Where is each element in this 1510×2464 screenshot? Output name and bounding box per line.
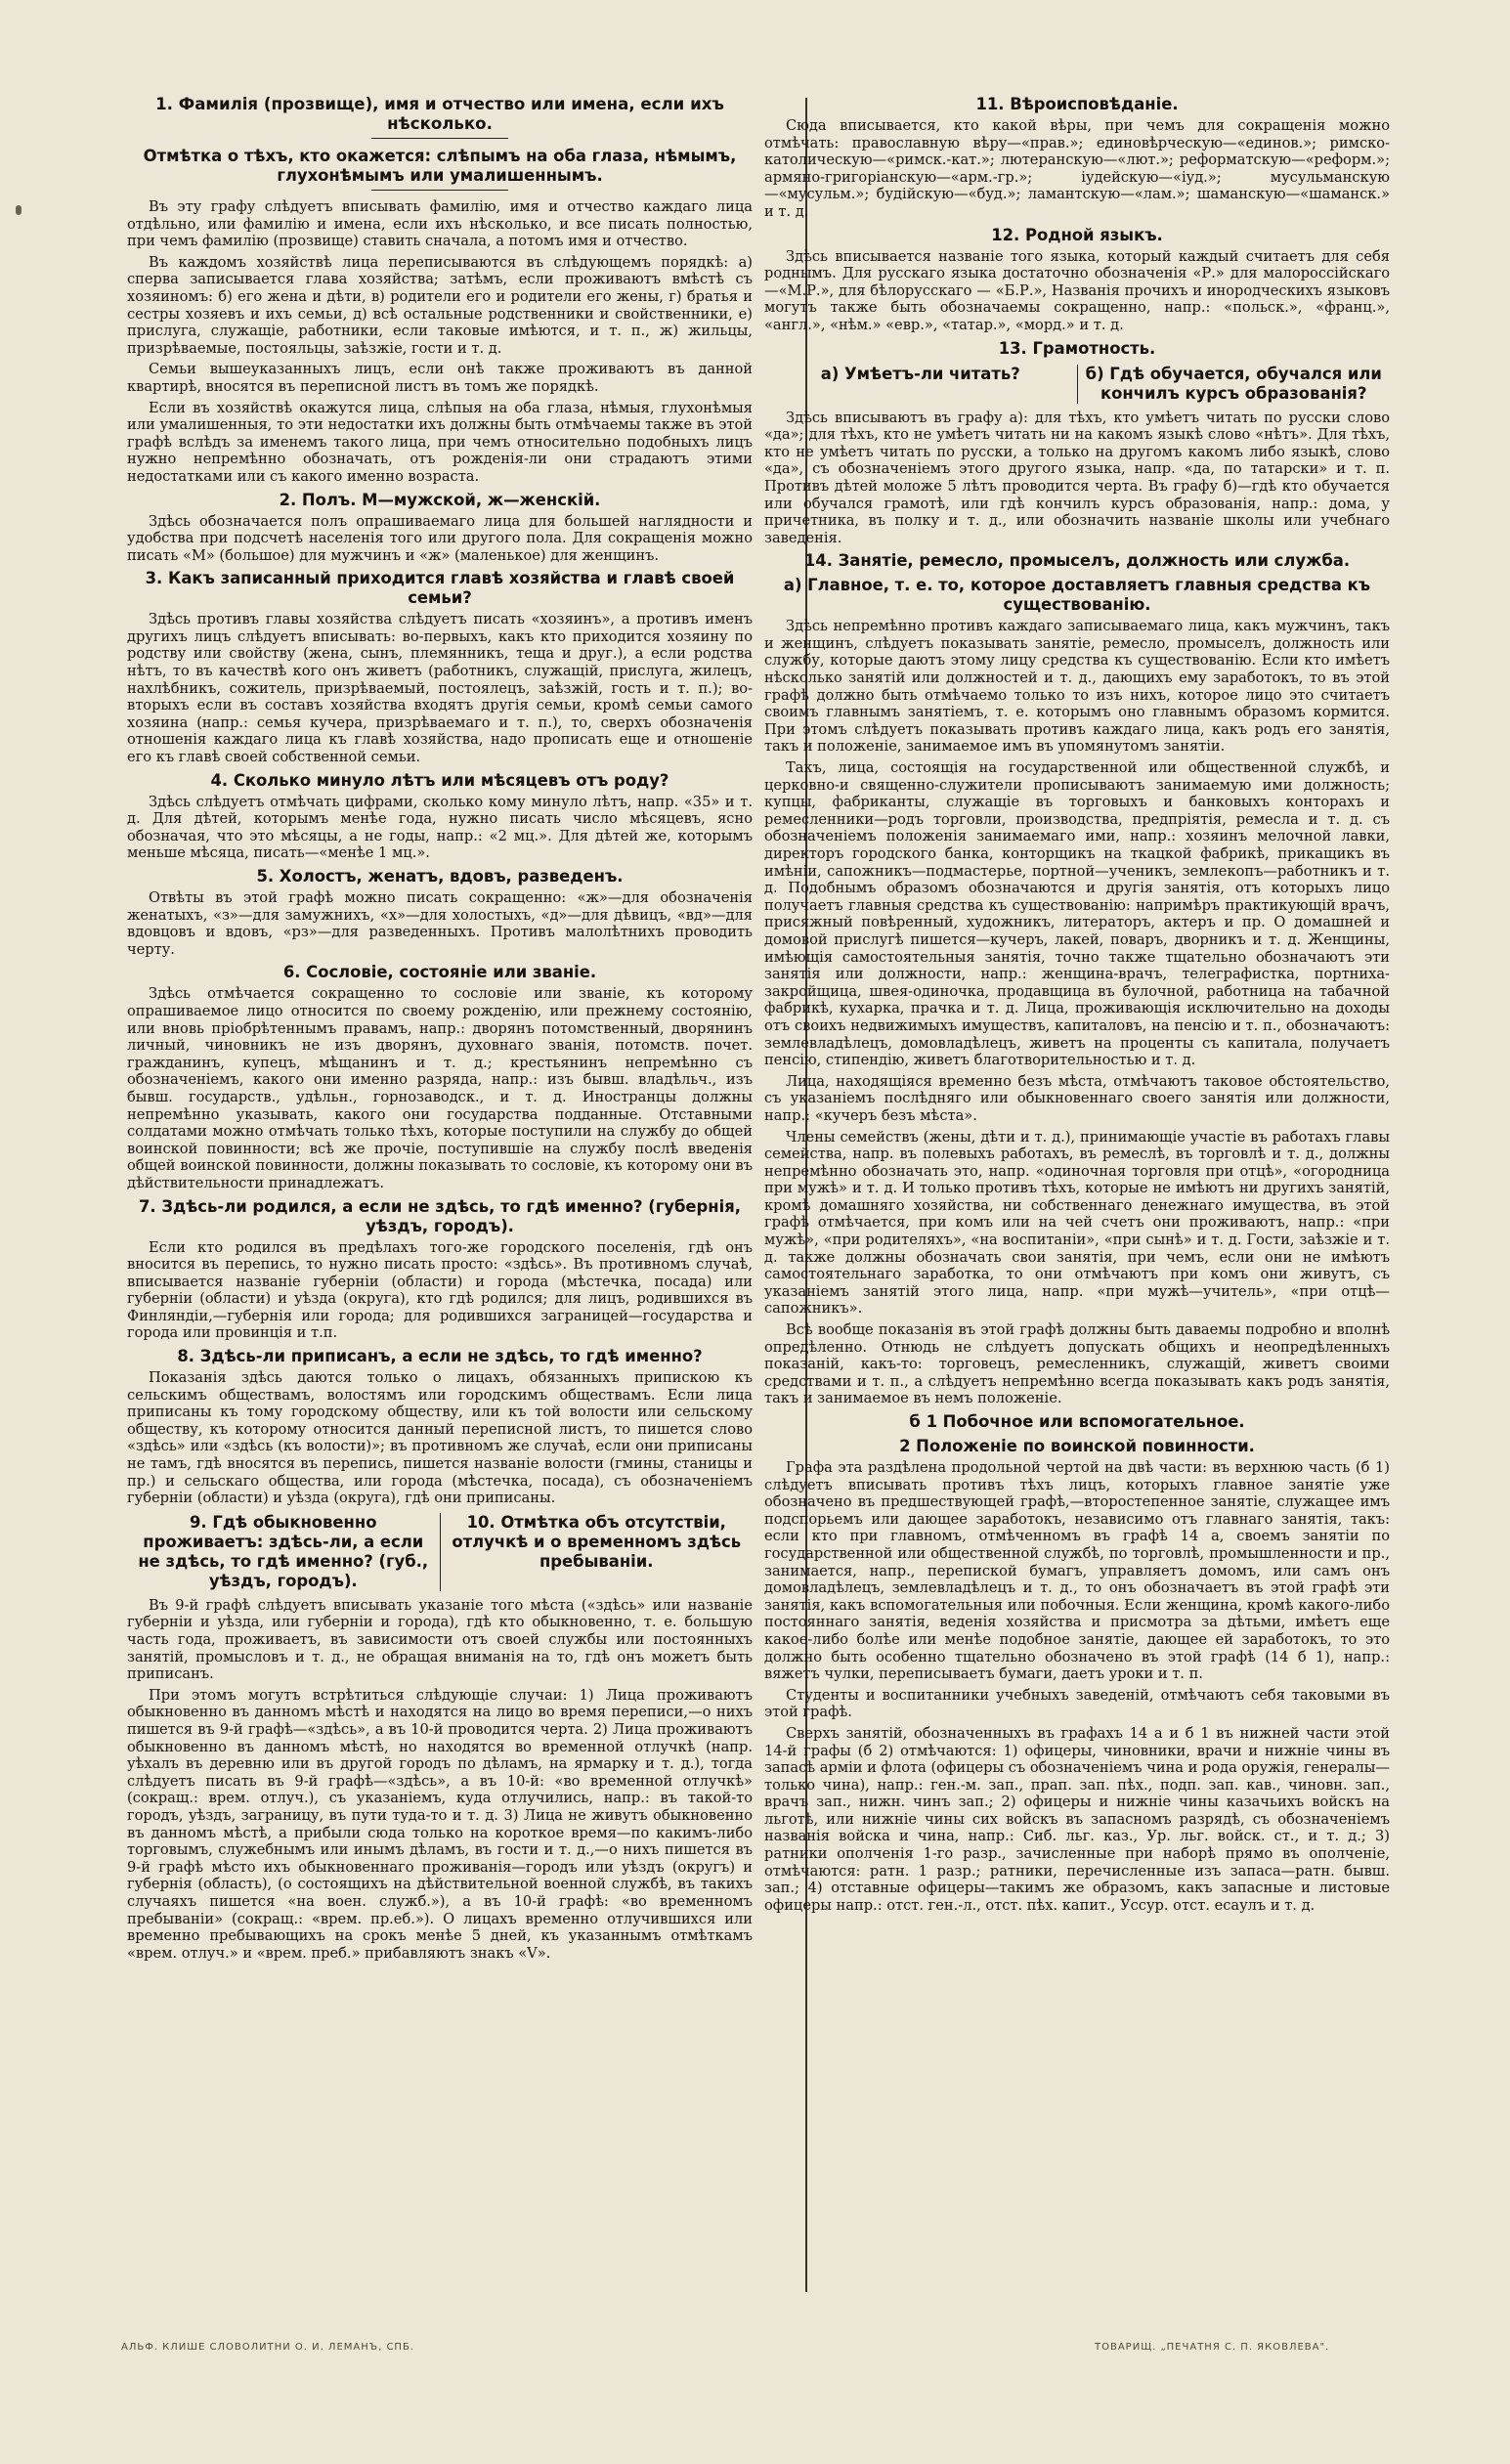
margin-mark xyxy=(16,205,22,215)
paragraph: Графа эта раздѣлена продольной чертой на двѣ части: въ верхнюю часть (б 1) слѣдуетъ вписывать противъ тѣхъ лицъ, которыхъ главное занятіе уже обозначено въ предшествующей графѣ,—второстепенное занятіе, служащее имъ подспорьемъ или дающее заработокъ, независимо отъ главнаго занятія, такъ: если кто при главномъ, отмѣченномъ въ графѣ 14 а, своемъ занятіи по государственной или общественной службѣ, по торговлѣ, промышленности и пр., занимается, напр., перепиской бумагъ, управляетъ домомъ, или самъ онъ домовладѣлецъ, землевладѣлецъ и т. д., то онъ обозначаетъ въ этой графѣ эти занятія, какъ вспомогательныя или побочныя. Если женщина, кромѣ какого-либо постояннаго занятія, веденія хозяйства и присмотра за дѣтьми, имѣетъ еще какое-либо болѣе или менѣе подобное занятіе, дающее ей заработокъ, то это должно быть особенно тщательно обозначено въ этой графѣ (14 б 1), напр.: вяжетъ чулки, переписываетъ бумаги, даетъ уроки и т. п. xyxy=(764,1459,1390,1683)
heading-rule xyxy=(371,138,508,139)
paragraph: Такъ, лица, состоящія на государственной или общественной службѣ, и церковно-и священно-служители прописываютъ занимаемую ими должность; купцы, фабриканты, служащіе въ торговыхъ и банковыхъ конторахъ и ремесленники—родъ торговли, производства, предпріятія, ремесла и т. д. съ обозначеніемъ положенія занимаемаго ими, напр.: хозяинъ мелочной лавки, директоръ городского банка, конторщикъ на ткацкой фабрикѣ, прикащикъ въ имѣніи, сапожникъ—подмастерье, портной—ученикъ, землекопъ—работникъ и т. д. Подобнымъ образомъ обозначаются и другія занятія, отъ которыхъ лицо получаетъ главныя средства къ существованію: напримѣръ практикующій врачъ, присяжный повѣренный, художникъ, литераторъ, актеръ и пр. О домашней и домовой прислугѣ пишется—кучеръ, лакей, поваръ, дворникъ и т. д. Женщины, имѣющія самостоятельныя занятія, точно также тщательно обозначаютъ эти занятія или должности, напр.: женщина-врачъ, телеграфистка, портниха-закройщица, швея-одиночка, продавщица въ булочной, работница на табачной фабрикѣ, кухарка, прачка и т. д. Лица, проживающія исключительно на доходы отъ своихъ недвижимыхъ имуществъ, капиталовъ, на пенсію и т. п., обозначаютъ: землевладѣлецъ, домовладѣлецъ, живетъ на проценты съ капитала, получаетъ пенсію, стипендію, живетъ благотворительностью и т. д. xyxy=(764,759,1390,1069)
paragraph: Показанія здѣсь даются только о лицахъ, обязанныхъ припискою къ сельскимъ обществамъ, волостямъ или городскимъ обществамъ. Если лица приписаны къ тому городскому обществу, или къ той волости или сельскому обществу, къ которому относится данный переписной листъ, то пишется слово «здѣсь» или «здѣсь (къ волости)»; въ противномъ же случаѣ, если они приписаны не тамъ, гдѣ вносятся въ перепись, пишется названіе волости (гмины, станицы и пр.) и сельскаго общества, или города (мѣстечка, посада), съ обозначеніемъ губерніи (области) и уѣзда (округа), гдѣ они приписаны. xyxy=(127,1369,753,1507)
paragraph: Здѣсь вписывается названіе того языка, который каждый считаетъ для себя роднымъ. Для русскаго языка достаточно обозначенія «Р.» для малороссійскаго—«М.Р.», для бѣлорусскаго — «Б.Р.», Названія прочихъ и инородческихъ языковъ могутъ также быть обозначаемы сокращенно, напр.: «польск.», «франц.», «англ.», «нѣм.» «евр.», «татар.», «морд.» и т. д. xyxy=(764,247,1390,333)
section-5-heading: 5. Холостъ, женатъ, вдовъ, разведенъ. xyxy=(256,867,624,886)
section-6-heading: 6. Сословіе, состояніе или званіе. xyxy=(282,963,597,982)
paragraph: Всѣ вообще показанія въ этой графѣ должны быть даваемы подробно и вполнѣ опредѣленно. Отнюдь не слѣдуетъ допускать общихъ и неопредѣленныхъ показаній, какъ-то: торговецъ, ремесленникъ, служащій, живетъ своими средствами и т. п., а слѣдуетъ непремѣнно всегда показывать какъ родъ занятія, такъ и занимаемое въ немъ положеніе. xyxy=(764,1321,1390,1407)
document-sheet xyxy=(127,90,1390,2387)
section-13-subheading-row xyxy=(764,363,1390,406)
section-11-heading: 11. Вѣроисповѣданіе. xyxy=(975,95,1179,113)
left-column xyxy=(127,90,753,2387)
paragraph: Здѣсь слѣдуетъ отмѣчать цифрами, сколько кому минуло лѣтъ, напр. «35» и т. д. Для дѣтей, которымъ менѣе года, нужно писать число мѣсяцевъ, ясно обозначая, что это мѣсяцы, а не годы, напр.: «2 мц.». Для дѣтей же, которымъ меньше мѣсяца, писать—«менѣе 1 мц.». xyxy=(127,793,753,862)
paragraph: Здѣсь отмѣчается сокращенно то сословіе или званіе, къ которому опрашиваемое лицо относится по своему рожденію, или прежнему состоянію, или вновь пріобрѣтеннымъ правамъ, напр.: дворянъ потомственный, дворянинъ личный, чиновникъ не изъ дворянъ, духовнаго званія, потомств. почет. гражданинъ, купецъ, мѣщанинъ и т. д.; крестьянинъ непремѣнно съ обозначеніемъ, какого они именно разряда, напр.: изъ бывш. владѣльч., изъ бывш. государств., удѣльн., горнозаводск., и т. д. Иностранцы должны непремѣнно указывать, какого они государства подданные. Отставными солдатами можно отмѣчать только тѣхъ, которые поступили на службу до общей воинской повинности; всѣ же прочіе, поступившіе на службу послѣ введенія общей воинской повинности, должны показывать то сословіе, къ которому они въ дѣйствительности принадлежатъ. xyxy=(127,985,753,1191)
paragraph: Отвѣты въ этой графѣ можно писать сокращенно: «ж»—для обозначенія женатыхъ, «з»—для замужнихъ, «х»—для холостыхъ, «д»—для дѣвицъ, «вд»—для вдовцовъ и вдовъ, «рз»—для разведенныхъ. Противъ малолѣтнихъ проводить черту. xyxy=(127,889,753,958)
section-14b1-heading: б 1 Побочное или вспомогательное. xyxy=(909,1412,1245,1431)
section-13b-heading: б) Гдѣ обучается, обучался или кончилъ курсъ образованія? xyxy=(1085,364,1382,403)
paragraph: Здѣсь противъ главы хозяйства слѣдуетъ писать «хозяинъ», а противъ именъ другихъ лицъ слѣдуетъ вписывать: во-первыхъ, какъ кто приходится хозяину по родству или свойству (жена, сынъ, племянникъ, теща и друг.), а если родства нѣтъ, то въ качествѣ кого онъ живетъ (работникъ, служащій, прислуга, жилецъ, нахлѣбникъ, сожитель, призрѣваемый, постоялецъ, заѣзжій, гость и т. п.); во-вторыхъ если въ составъ хозяйства входятъ другія семьи, кромѣ семьи самого хозяина (напр.: семья кучера, призрѣваемаго и т. п.), то, сверхъ обозначенія отношенія каждаго лица къ главѣ хозяйства, надо прописать еще и отношеніе его къ главѣ своей собственной семьи. xyxy=(127,611,753,766)
paragraph: Здѣсь непремѣнно противъ каждаго записываемаго лица, какъ мужчинъ, такъ и женщинъ, слѣдуетъ показывать занятіе, ремесло, промыселъ, должность или службу, которые даютъ этому лицу средства къ существованію. Если кто имѣетъ нѣсколько занятій или должностей и т. д., дающихъ ему заработокъ, то въ этой графѣ должно быть отмѣчаемо только то изъ нихъ, которое лицо это считаетъ своимъ главнымъ занятіемъ, т. е. которымъ оно главнымъ образомъ кормится. При этомъ слѣдуетъ показывать противъ каждаго лица, какъ родъ его занятія, такъ и положеніе, занимаемое имъ въ упомянутомъ занятіи. xyxy=(764,618,1390,756)
section-14b2-heading: 2 Положеніе по воинской повинности. xyxy=(899,1437,1255,1455)
section-10-heading: 10. Отмѣтка объ отсутствіи, отлучкѣ и о временномъ здѣсь пребываніи. xyxy=(452,1512,742,1571)
paragraph: Члены семействъ (жены, дѣти и т. д.), принимающіе участіе въ работахъ главы семейства, напр. въ полевыхъ работахъ, въ ремеслѣ, въ торговлѣ и т. д., должны непремѣнно обозначать это, напр. «одиночная торговля при отцѣ», «огородница при мужѣ» и т. д. И только противъ тѣхъ, которые не имѣютъ ни другихъ занятій, кромѣ домашняго хозяйства, ни собственнаго денежнаго имущества, въ этой графѣ отмѣчается, при комъ или на чей счетъ они проживаютъ, напр.: «при мужѣ», «при родителяхъ», «на воспитаніи», «при сынѣ» и т. д. Гости, заѣзжіе и т. д. также должны обозначать свои занятія, при чемъ, если они не имѣютъ самостоятельнаго заработка, то они отмѣчаютъ при комъ они живутъ, съ указаніемъ занятій этого лица, напр. «при мужѣ—учитель», «при отцѣ—сапожникъ». xyxy=(764,1128,1390,1318)
paragraph: Здѣсь вписываютъ въ графу а): для тѣхъ, кто умѣетъ читать по русски слово «да»; для тѣхъ, кто не умѣетъ читать ни на какомъ языкѣ слово «нѣтъ». Для тѣхъ, кто не умѣетъ читать по русски, а только на другомъ какомъ либо языкѣ, слово «да», съ обозначеніемъ этого другого языка, напр. «да, по татарски» и т. п. Противъ дѣтей моложе 5 лѣтъ проводится черта. Въ графу б)—гдѣ кто обучается или обучался грамотѣ, или гдѣ кончилъ курсъ образованія, напр.: дома, у причетника, въ полку и т. д., или обозначить названіе школы или учебнаго заведенія. xyxy=(764,409,1390,546)
paragraph: Здѣсь обозначается полъ опрашиваемаго лица для большей наглядности и удобства при подсчетѣ населенія того или другого пола. Для сокращенія можно писать «М» (большое) для мужчинъ и «ж» (маленькое) для женщинъ. xyxy=(127,512,753,564)
section-8-heading: 8. Здѣсь-ли приписанъ, а если не здѣсь, то гдѣ именно? xyxy=(177,1347,703,1366)
paragraph: Если кто родился въ предѣлахъ того-же городского поселенія, гдѣ онъ вносится въ перепись, то нужно писать просто: «здѣсь». Въ противномъ случаѣ, вписывается названіе губерніи (области) и города (мѣстечка, посада) или губерніи (области) и уѣзда (округа), кто гдѣ родился; для лицъ, родившихся въ Финляндіи,—губернія или города; для родившихся заграницей—государства и города или провинція и т.п. xyxy=(127,1238,753,1342)
paragraph: Студенты и воспитанники учебныхъ заведеній, отмѣчаютъ себя таковыми въ этой графѣ. xyxy=(764,1686,1390,1721)
section-14a-heading: а) Главное, т. е. то, которое доставляетъ главныя средства къ существованію. xyxy=(783,576,1371,615)
right-column xyxy=(764,90,1390,2387)
sections-9-10-heading-row xyxy=(127,1511,753,1593)
section-3-heading: 3. Какъ записанный приходится главѣ хозяйства и главѣ своей семьи? xyxy=(145,569,735,608)
paragraph: Семьи вышеуказанныхъ лицъ, если онѣ также проживаютъ въ данной квартирѣ, вносятся въ переписной листъ въ томъ же порядкѣ. xyxy=(127,361,753,395)
heading-rule xyxy=(371,190,508,191)
paragraph: Въ 9-й графѣ слѣдуетъ вписывать указаніе того мѣста («здѣсь» или названіе губерніи и уѣзда, или губерніи и города), гдѣ кто обыкновенно, т. е. большую часть года, проживаетъ, въ зависимости отъ своей службы или постоянныхъ занятій, промысловъ и т. д., не обращая вниманія на то, гдѣ онъ можетъ быть приписанъ. xyxy=(127,1596,753,1683)
paragraph: Въ каждомъ хозяйствѣ лица переписываются въ слѣдующемъ порядкѣ: а) сперва записывается глава хозяйства; затѣмъ, если проживаютъ вмѣстѣ съ хозяиномъ: б) его жена и дѣти, в) родители его и родители его жены, г) братья и сестры хозяевъ и ихъ семьи, д) всѣ остальные родственники и свойственники, е) прислуга, служащіе, работники, если таковые имѣются, и т. п., ж) жильцы, призрѣваемые, постояльцы, заѣзжіе, гости и т. д. xyxy=(127,253,753,357)
printer-credit-left: АЛЬФ. КЛИШЕ СЛОВОЛИТНИ О. И. ЛЕМАНЪ, СПБ. xyxy=(121,2342,414,2353)
section-9-heading: 9. Гдѣ обыкновенно проживаетъ: здѣсь-ли, а если не здѣсь, то гдѣ именно? (губ., уѣздъ, городъ). xyxy=(127,1513,441,1591)
paragraph: Въ эту графу слѣдуетъ вписывать фамилію, имя и отчество каждаго лица отдѣльно, или фамилію и имена, если ихъ нѣсколько, и все писать полностью, при чемъ фамилію (прозвище) ставить сначала, а потомъ имя и отчество. xyxy=(127,198,753,250)
section-12-heading: 12. Родной языкъ. xyxy=(991,225,1163,244)
section-7-heading: 7. Здѣсь-ли родился, а если не здѣсь, то гдѣ именно? (губернія, уѣздъ, городъ). xyxy=(139,1196,741,1235)
paragraph: Лица, находящіяся временно безъ мѣста, отмѣчаютъ таковое обстоятельство, съ указаніемъ послѣдняго или обыкновеннаго своего занятія или должности, напр.: «кучеръ безъ мѣста». xyxy=(764,1072,1390,1124)
section-4-heading: 4. Сколько минуло лѣтъ или мѣсяцевъ отъ роду? xyxy=(210,770,669,790)
section-1-heading: 1. Фамилія (прозвище), имя и отчество или имена, если ихъ нѣсколько. xyxy=(155,95,724,133)
paragraph: При этомъ могутъ встрѣтиться слѣдующіе случаи: 1) Лица проживаютъ обыкновенно въ данномъ мѣстѣ и находятся на лицо во время переписи,—о нихъ пишется въ 9-й графѣ—«здѣсь», а въ 10-й проводится черта. 2) Лица проживаютъ обыкновенно въ данномъ мѣстѣ, но находятся во временной отлучкѣ (напр. уѣхалъ въ деревню или въ другой городъ по дѣламъ, на ярмарку и т. д.), тогда слѣдуетъ писать въ 9-й графѣ—«здѣсь», а въ 10-й: «во временной отлучкѣ» (сокращ.: врем. отлуч.), съ указаніемъ, куда отлучились, напр.: въ такой-то городъ, уѣздъ, заграницу, въ пути туда-то и т. д. 3) Лица не живутъ обыкновенно въ данномъ мѣстѣ, а прибыли сюда только на короткое время—по какимъ-либо торговымъ, служебнымъ или инымъ дѣламъ, въ гости и т. д.,—о нихъ пишется въ 9-й графѣ мѣсто ихъ обыкновеннаго проживанія—городъ или уѣздъ (округъ) и губернія (область), (о состоящихъ на дѣйствительной военной службѣ, въ такихъ случаяхъ пишется «на воен. служб.»), а въ 10-й графѣ: «во временномъ пребываніи» (сокращ.: «врем. пр.еб.»). О лицахъ временно отлучившихся или временно пребывающихъ на срокъ менѣе 5 дней, къ указаннымъ отмѣткамъ «врем. отлуч.» и «врем. преб.» прибавляютъ знакъ «V». xyxy=(127,1686,753,1962)
section-2-heading: 2. Полъ. М—мужской, ж—женскій. xyxy=(279,490,601,509)
section-14-heading: 14. Занятіе, ремесло, промыселъ, должность или служба. xyxy=(803,551,1351,571)
paragraph: Сюда вписывается, кто какой вѣры, при чемъ для сокращенія можно отмѣчать: православную вѣру—«прав.»; единовѣрческую—«единов.»; римско-католическую—«римск.-кат.»; лютеранскую—«лют.»; реформатскую—«реформ.»; армяно-григоріанскую—«арм.-гр.»; іудейскую—«іуд.»; мусульманскую—«мусульм.»; будійскую—«буд.»; ламантскую—«лам.»; шаманскую—«шаманск.» и т. д. xyxy=(764,117,1390,220)
paragraph: Сверхъ занятій, обозначенныхъ въ графахъ 14 а и б 1 въ нижней части этой 14-й графы (б 2) отмѣчаются: 1) офицеры, чиновники, врачи и нижніе чины въ запасѣ арміи и флота (офицеры съ обозначеніемъ чина и рода оружія, генералы—только чина), напр.: ген.-м. зап., прап. зап. пѣх., подп. зап. кав., чиновн. зап., врачъ зап., нижн. чинъ зап.; 2) офицеры и нижніе чины казачьихъ войскъ на льготѣ, или нижніе чины сих войскъ въ запасномъ разрядѣ, съ обозначеніемъ названія войска и чина, напр.: Сиб. льг. каз., Ур. льг. войск. ст., и т. д.; 3) ратники ополченія 1-го разр., зачисленные при наборѣ прямо въ ополченіе, отмѣчаются: ратн. 1 разр.; ратники, перечисленные изъ запаса—ратн. бывш. зап.; 4) отставные офицеры—такимъ же образомъ, какъ запасные и листовые офицеры напр.: отст. ген.-л., отст. пѣх. капит., Уссур. отст. есаулъ и т. д. xyxy=(764,1724,1390,1914)
paragraph: Если въ хозяйствѣ окажутся лица, слѣпыя на оба глаза, нѣмыя, глухонѣмыя или умалишенныя, то эти недостатки ихъ должны быть отмѣчаемы также въ этой графѣ вслѣдъ за именемъ такого лица, при чемъ относительно подобныхъ лицъ нужно непремѣнно обозначать, отъ рожденія-ли они страдаютъ этими недостатками или съ какого именно возраста. xyxy=(127,399,753,485)
disability-note-heading: Отмѣтка о тѣхъ, кто окажется: слѣпымъ на оба глаза, нѣмымъ, глухонѣмымъ или умалишеннымъ. xyxy=(143,147,737,185)
section-13a-heading: а) Умѣетъ-ли читать? xyxy=(764,365,1078,404)
section-13-heading: 13. Грамотность. xyxy=(998,338,1156,358)
printer-credit-right: ТОВАРИЩ. „ПЕЧАТНЯ С. П. ЯКОВЛЕВА". xyxy=(1095,2342,1330,2353)
